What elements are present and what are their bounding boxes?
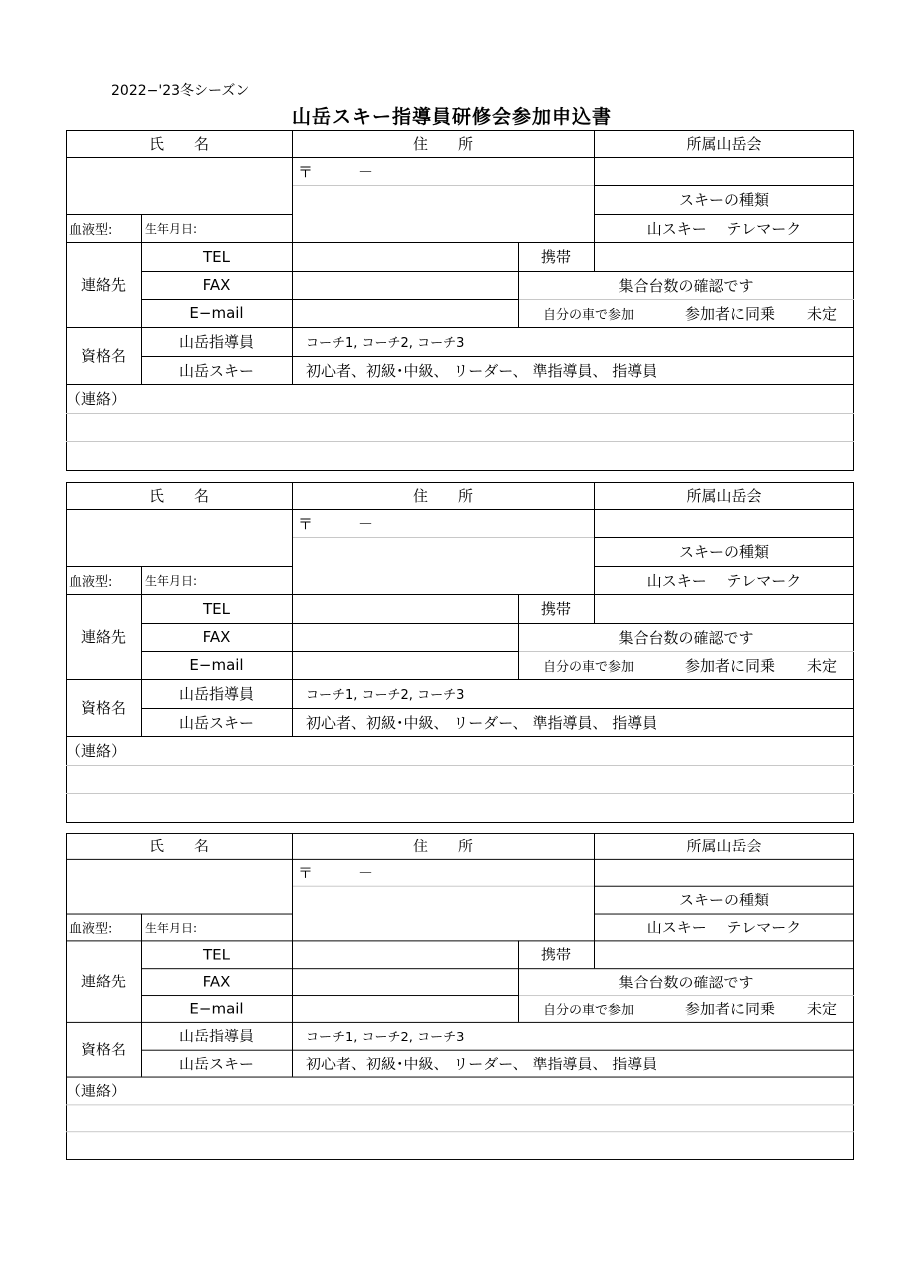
email-label: E−mail <box>189 656 244 674</box>
tel-field[interactable] <box>292 940 518 968</box>
qualification-label: 資格名 <box>80 1041 126 1059</box>
birthdate-label: 生年月日: <box>145 920 198 935</box>
fax-field[interactable] <box>292 623 518 651</box>
notes-label: （連絡） <box>66 390 127 408</box>
tel-label: TEL <box>203 945 230 963</box>
carpool-ride-along-option[interactable]: 参加者に同乗 <box>685 1000 776 1018</box>
mobile-field[interactable] <box>594 594 854 623</box>
name-header: 氏 名 <box>148 135 209 153</box>
email-field[interactable] <box>292 651 518 679</box>
carpool-label: 集合台数の確認です <box>618 276 754 295</box>
tel-field[interactable] <box>292 594 518 623</box>
postal-code-field[interactable]: 〒 － <box>298 864 374 882</box>
contact-label: 連絡先 <box>80 628 126 646</box>
ski-type-label: スキーの種類 <box>678 543 769 561</box>
address-header: 住 所 <box>412 135 473 153</box>
carpool-own-car-option[interactable]: 自分の車で参加 <box>543 659 635 675</box>
name-field[interactable] <box>66 509 292 566</box>
carpool-own-car-option[interactable]: 自分の車で参加 <box>543 307 635 323</box>
address-field[interactable] <box>292 886 594 941</box>
email-field[interactable] <box>292 995 518 1022</box>
application-form-2 <box>66 482 854 823</box>
mobile-label: 携帯 <box>540 600 571 618</box>
fax-field[interactable] <box>292 968 518 995</box>
instructor-label: 山岳指導員 <box>178 333 254 351</box>
club-header: 所属山岳会 <box>686 837 762 856</box>
tel-label: TEL <box>203 247 230 266</box>
carpool-undecided-option[interactable]: 未定 <box>807 304 838 323</box>
instructor-options[interactable]: コーチ1, コーチ2, コーチ3 <box>306 688 465 703</box>
instructor-options[interactable]: コーチ1, コーチ2, コーチ3 <box>306 336 465 351</box>
blood-type-label: 血液型: <box>69 222 113 238</box>
instructor-label: 山岳指導員 <box>178 1027 254 1045</box>
tel-label: TEL <box>203 599 230 618</box>
address-header: 住 所 <box>412 837 473 856</box>
postal-code-field[interactable]: 〒 － <box>298 162 374 181</box>
club-header: 所属山岳会 <box>686 487 762 505</box>
club-field[interactable] <box>594 509 854 537</box>
application-form-3 <box>66 833 854 1147</box>
ski-type-options[interactable]: 山スキー テレマーク <box>646 219 802 238</box>
fax-label: FAX <box>202 276 231 294</box>
ski-type-options[interactable]: 山スキー テレマーク <box>646 571 802 590</box>
ski-type-label: スキーの種類 <box>678 191 769 209</box>
blood-type-label: 血液型: <box>69 574 113 590</box>
mountain-ski-label: 山岳スキー <box>178 361 254 380</box>
club-field[interactable] <box>594 157 854 185</box>
carpool-undecided-option[interactable]: 未定 <box>807 656 838 675</box>
email-label: E−mail <box>189 999 244 1018</box>
contact-label: 連絡先 <box>80 973 126 991</box>
tel-field[interactable] <box>292 242 518 271</box>
mountain-ski-label: 山岳スキー <box>178 1054 254 1073</box>
carpool-ride-along-option[interactable]: 参加者に同乗 <box>685 656 776 675</box>
club-header: 所属山岳会 <box>686 135 762 153</box>
mountain-ski-options[interactable]: 初心者、初級･中級、 リーダー、 準指導員、 指導員 <box>306 713 658 732</box>
instructor-label: 山岳指導員 <box>178 685 254 703</box>
name-header: 氏 名 <box>148 837 209 856</box>
notes-field[interactable] <box>66 413 854 471</box>
birthdate-label: 生年月日: <box>145 221 198 236</box>
club-field[interactable] <box>594 859 854 886</box>
email-label: E−mail <box>189 304 244 322</box>
name-field[interactable] <box>66 859 292 914</box>
postal-code-field[interactable]: 〒 － <box>298 514 374 533</box>
mobile-field[interactable] <box>594 242 854 271</box>
email-field[interactable] <box>292 299 518 327</box>
notes-label: （連絡） <box>66 1082 127 1100</box>
mountain-ski-options[interactable]: 初心者、初級･中級、 リーダー、 準指導員、 指導員 <box>306 361 658 380</box>
address-field[interactable] <box>292 537 594 594</box>
carpool-ride-along-option[interactable]: 参加者に同乗 <box>685 304 776 323</box>
contact-label: 連絡先 <box>80 276 126 294</box>
fax-label: FAX <box>202 628 231 646</box>
mobile-label: 携帯 <box>540 946 571 964</box>
carpool-label: 集合台数の確認です <box>618 973 754 991</box>
mobile-field[interactable] <box>594 940 854 968</box>
season-label: 2022−'23冬シーズン <box>111 83 250 99</box>
fax-field[interactable] <box>292 271 518 299</box>
notes-field[interactable] <box>66 765 854 823</box>
fax-label: FAX <box>202 973 231 991</box>
blood-type-label: 血液型: <box>69 921 113 937</box>
mountain-ski-label: 山岳スキー <box>178 713 254 732</box>
carpool-own-car-option[interactable]: 自分の車で参加 <box>543 1003 635 1018</box>
carpool-label: 集合台数の確認です <box>618 628 754 647</box>
page-title: 山岳スキー指導員研修会参加申込書 <box>291 106 612 128</box>
qualification-label: 資格名 <box>80 347 126 365</box>
notes-label: （連絡） <box>66 742 127 760</box>
ski-type-label: スキーの種類 <box>678 891 769 909</box>
mountain-ski-options[interactable]: 初心者、初級･中級、 リーダー、 準指導員、 指導員 <box>306 1054 658 1073</box>
name-header: 氏 名 <box>148 487 209 505</box>
name-field[interactable] <box>66 157 292 214</box>
address-header: 住 所 <box>412 487 473 505</box>
instructor-options[interactable]: コーチ1, コーチ2, コーチ3 <box>306 1030 465 1045</box>
carpool-undecided-option[interactable]: 未定 <box>807 1000 838 1018</box>
qualification-label: 資格名 <box>80 699 126 717</box>
birthdate-label: 生年月日: <box>145 573 198 588</box>
ski-type-options[interactable]: 山スキー テレマーク <box>646 918 802 937</box>
application-form-1 <box>66 130 854 471</box>
address-field[interactable] <box>292 185 594 242</box>
notes-field[interactable] <box>66 1104 854 1160</box>
mobile-label: 携帯 <box>540 248 571 266</box>
